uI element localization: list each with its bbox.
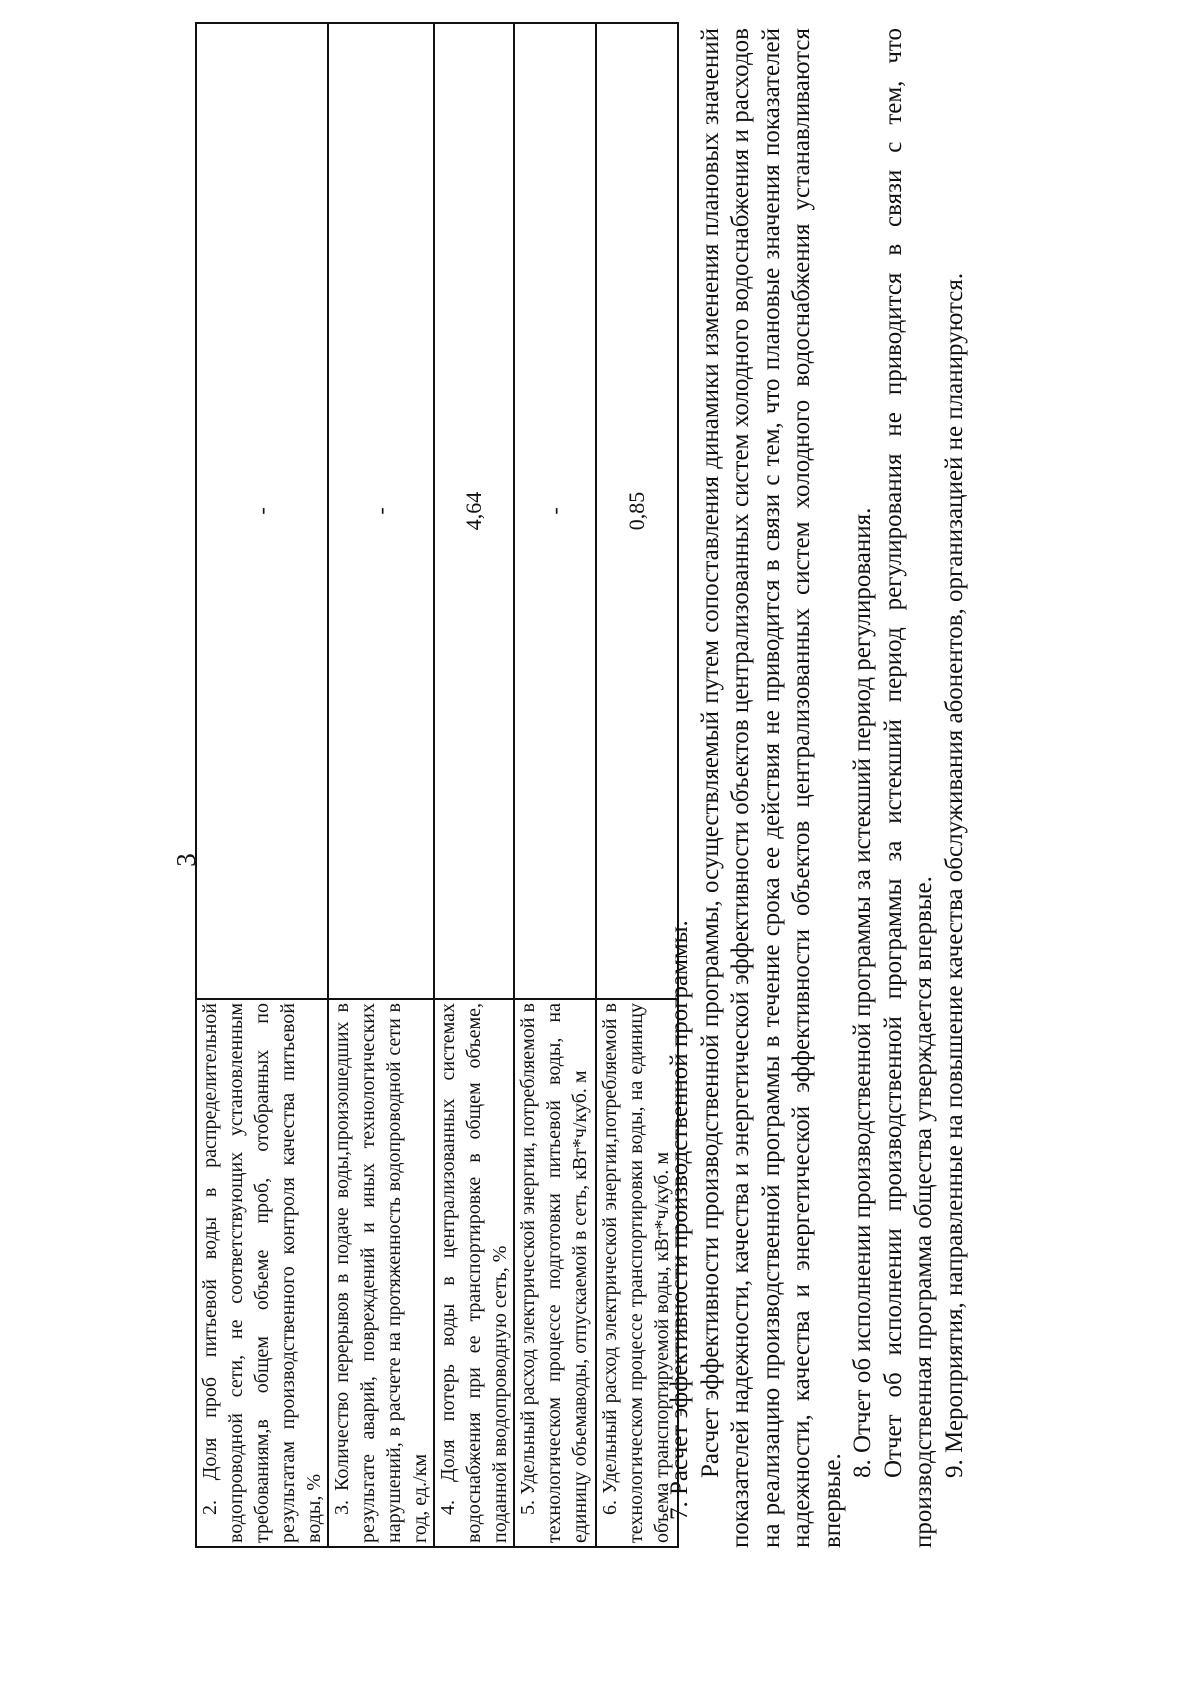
indicator-name-cell [434, 999, 514, 1547]
section-8-heading: 8. Отчет об исполнении производственной программы за истекший период регулирования. [849, 507, 876, 1478]
indicator-name-cell [514, 999, 596, 1547]
page-number: 3 [171, 853, 201, 867]
document-body [665, 28, 970, 1548]
indicator-value: - [328, 23, 434, 999]
indicator-name: 2. Доля проб питьевой воды в распределительной водопроводной сети, не соответствующих установленным требованиям,в общем объеме проб, отобранных по результатам производственного контроля качества питьевой воды, % [199, 1003, 325, 1543]
indicator-name: 4. Доля потерь воды в централизованных системах водоснабжения при ее транспортировке в общем объеме, поданной вводопроводную сеть, % [437, 1003, 511, 1543]
indicator-value: - [514, 23, 596, 999]
section-9-text: 9. Мероприятия, направленные на повышение качества обслуживания абонентов, организацией не планируются. [940, 272, 968, 1478]
indicator-value: 0,85 [596, 23, 678, 999]
rotated-document-page [75, 28, 1175, 1660]
indicator-name: 6. Удельный расход электрической энергии,потребляемой в технологическом процессе транспортировки воды, на единицу объема транспортируемой воды, кВт*ч/куб. м [599, 1003, 673, 1543]
table-row [434, 23, 514, 1547]
section-7-heading: 7. Расчет эффективности производственной программы. [666, 920, 693, 1520]
indicators-table [195, 22, 679, 1548]
section-8-text: Отчет об исполнении производственной программы за истекший период регулирования не приводится в связи с тем, что производственная программа общества утверждается впервые. [879, 28, 937, 1548]
indicator-name-cell [196, 999, 328, 1547]
section-7-text: Расчет эффективности производственной программы, осуществляемый путем сопоставления динамики изменения плановых значений показателей надежности, качества и энергетической эффективности объектов централизованных систем холодного водоснабжения и расходов на реализацию производственной программы в течение срока ее действия не приводится в связи с тем, что плановые значения показателей надежности, качества и энергетической эффективности объектов централизованных систем холодного водоснабжения устанавливаются впервые. [696, 28, 846, 1548]
table-row [328, 23, 434, 1547]
table-row [514, 23, 596, 1547]
indicator-value: 4,64 [434, 23, 514, 999]
indicator-value: - [196, 23, 328, 999]
indicator-name: 5. Удельный расход электрической энергии, потребляемой в технологическом процессе подготовки питьевой воды, на единицу объемаводы, отпускаемой в сеть, кВт*ч/куб. м [517, 1003, 591, 1543]
table-row [196, 23, 328, 1547]
indicator-name-cell [328, 999, 434, 1547]
indicator-name: 3. Количество перерывов в подаче воды,произошедших в результате аварий, повреждений и иных технологических нарушений, в расчете на протяженность водопроводной сети в год, ед./км [331, 1003, 431, 1543]
